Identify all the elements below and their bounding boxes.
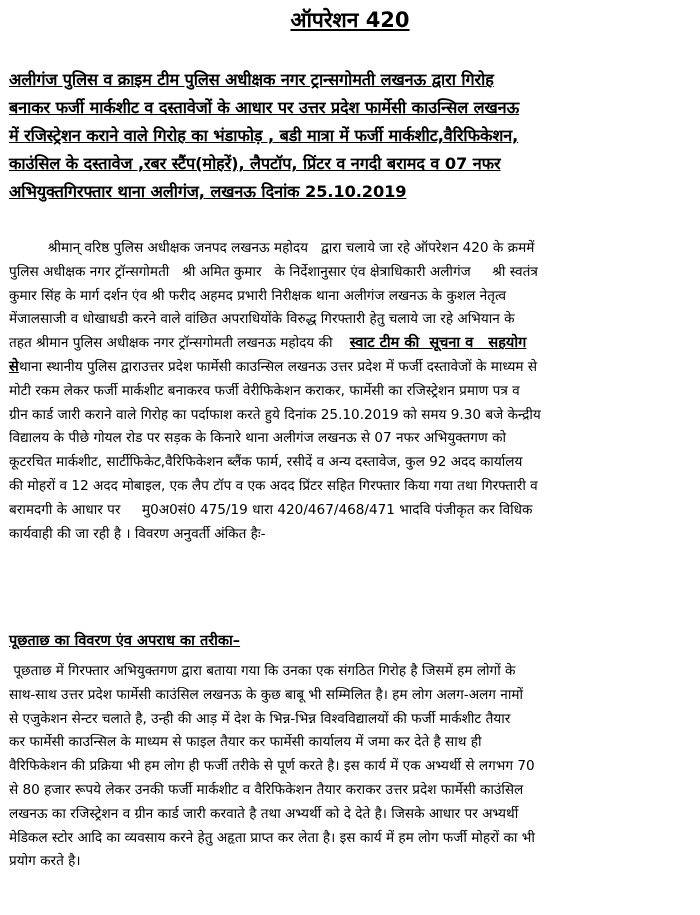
headline-line: में रजिस्ट्रेशन कराने वाले गिरोह का भंडाफोड़ , बडी मात्रा में फर्जी मार्कशीट,वैरिफिकेशन, bbox=[9, 126, 519, 145]
paragraph-line: बरामदगी के आधार पर मु0अ0सं0 475/19 धारा 420/467/468/471 भादवि पंजीकृत कर विधिक bbox=[9, 501, 533, 518]
paragraph-line: कूटरचित मार्कशीट, सार्टीफिकेट,वैरिफिकेशन ब्लैंक फार्म, रसीदें व अन्य दस्तावेज, कुल 92 अदद कार्यालय bbox=[9, 454, 523, 471]
paragraph-line: साथ-साथ उत्तर प्रदेश फार्मेसी काउंसिल लखनऊ के कुछ बाबू भी सम्मिलित है। हम लोग अलग-अलग नामों bbox=[9, 686, 524, 703]
paragraph-line: श्रीमान् वरिष्ठ पुलिस अधीक्षक जनपद लखनऊ महोदय द्वारा चलाये जा रहे ऑपरेशन 420 के क्रममें bbox=[9, 240, 535, 256]
paragraph-line: प्रयोग करते है। bbox=[9, 853, 81, 870]
paragraph-line bbox=[9, 332, 693, 356]
headline bbox=[9, 66, 693, 206]
paragraph-line: मोटी रकम लेकर फर्जी मार्कशीट बनाकरव फर्जी वेरीफिकेशन कराकर, फार्मेसी का रजिस्ट्रेशन प्रमाण पत्र व bbox=[9, 382, 520, 399]
paragraph-line: कार्यवाही की जा रही है । विवरण अनुवर्ती अंकित हैः- bbox=[9, 525, 266, 542]
section-subheading: पूछताछ का विवरण एंव अपराध का तरीका– bbox=[9, 633, 241, 649]
title-text: ऑपरेशन 420 bbox=[290, 8, 410, 32]
paragraph-line: मेंजालसाजी व धोखाधडी करने वाले वांछित अपराधियोंके विरुद्ध गिरफ्तारी हेतु चलाये जा रहे अभियान के bbox=[9, 311, 515, 328]
body-paragraph-1 bbox=[9, 237, 693, 546]
swat-team-highlight-end: से bbox=[9, 358, 19, 375]
paragraph-line: ग्रीन कार्ड जारी कराने वाले गिरोह का पर्दाफाश करते हुये दिनांक 25.10.2019 को समय 9.30 बजे केन्द्रीय bbox=[9, 406, 541, 423]
headline-line: अभियुक्तगिरफ्तार थाना अलीगंज, लखनऊ दिनांक 25.10.2019 bbox=[9, 182, 407, 201]
swat-team-highlight: स्वाट टीम की सूचना व सहयोग bbox=[349, 335, 527, 352]
paragraph-text: थाना स्थानीय पुलिस द्वाराउत्तर प्रदेश फार्मेसी काउन्सिल लखनऊ उत्तर प्रदेश में फर्जी दस्तावेजों के माध्यम से bbox=[18, 358, 538, 375]
headline-line: अलीगंज पुलिस व क्राइम टीम पुलिस अधीक्षक नगर ट्रान्सगोमती लखनऊ द्वारा गिरोह bbox=[9, 70, 494, 89]
headline-line: काउंसिल के दस्तावेज ,रबर स्टैंप(मोहरें), लैपटॉप, प्रिंटर व नगदी बरामद व 07 नफर bbox=[9, 154, 501, 173]
paragraph-line: से 80 हजार रूपये लेकर उनकी फर्जी मार्कशीट व वैरिफिकेशन तैयार कराकर उत्तर प्रदेश फार्मेसी काउंसिल bbox=[9, 781, 524, 798]
body-paragraph-2 bbox=[9, 660, 693, 874]
page-title bbox=[0, 6, 700, 34]
paragraph-line: की मोहरों व 12 अदद मोबाइल, एक लैप टॉप व एक अदद प्रिंटर सहित गिरफ्तार किया गया तथा गिरफ्तारी व bbox=[9, 477, 538, 494]
paragraph-line: से एजुकेशन सेन्टर चलाते है, उन्ही की आड़ में देश के भिन्न-भिन्न विश्वविद्यालयों की फर्जी मार्कशीट तैयार bbox=[9, 710, 511, 727]
paragraph-text: तहत श्रीमान पुलिस अधीक्षक नगर ट्रॉन्सगोमती लखनऊ महोदय की bbox=[9, 335, 350, 352]
paragraph-line: पूछताछ में गिरफ्तार अभियुक्तगण द्वारा बताया गया कि उनका एक संगठित गिरोह है जिसमें हम लोगों के bbox=[9, 663, 516, 679]
paragraph-line: कर फार्मेसी काउन्सिल के माध्यम से फाइल तैयार कर फार्मेसी कार्यालय में जमा कर देते है साथ ही bbox=[9, 734, 482, 751]
paragraph-line: वैरिफिकेशन की प्रक्रिया भी हम लोग ही फर्जी तरीके से पूर्ण करते है। इस कार्य में एक अभ्यर्थी से लगभग 70 bbox=[9, 758, 535, 775]
paragraph-line bbox=[9, 356, 693, 380]
headline-line: बनाकर फर्जी मार्कशीट व दस्तावेजों के आधार पर उत्तर प्रदेश फार्मेसी काउन्सिल लखनऊ bbox=[9, 98, 520, 117]
paragraph-line: विद्यालय के पीछे गोयल रोड पर सड़क के किनारे थाना अलीगंज लखनऊ से 07 नफर अभियुक्तगण को bbox=[9, 430, 507, 447]
paragraph-line: मेडिकल स्टोर आदि का व्यवसाय करने हेतु अहृता प्राप्त कर लेता है। इस कार्य में हम लोग फर्जी मोहरों का भी bbox=[9, 829, 535, 846]
paragraph-line: कुमार सिंह के मार्ग दर्शन एंव श्री फरीद अहमद प्रभारी निरीक्षक थाना अलीगंज लखनऊ के कुशल नेतृत्व bbox=[9, 287, 507, 304]
paragraph-line: पुलिस अधीक्षक नगर ट्रॉन्सगोमती श्री अमित कुमार के निर्देशानुसार एंव क्षेत्राधिकारी अलीगंज श्री स्वतंत्र bbox=[9, 263, 538, 280]
paragraph-line: लखनऊ का रजिस्ट्रेशन व ग्रीन कार्ड जारी करवाते है तथा अभ्यर्थी को दे देते है। जिसके आधार पर अभ्यर्थी bbox=[9, 805, 519, 822]
